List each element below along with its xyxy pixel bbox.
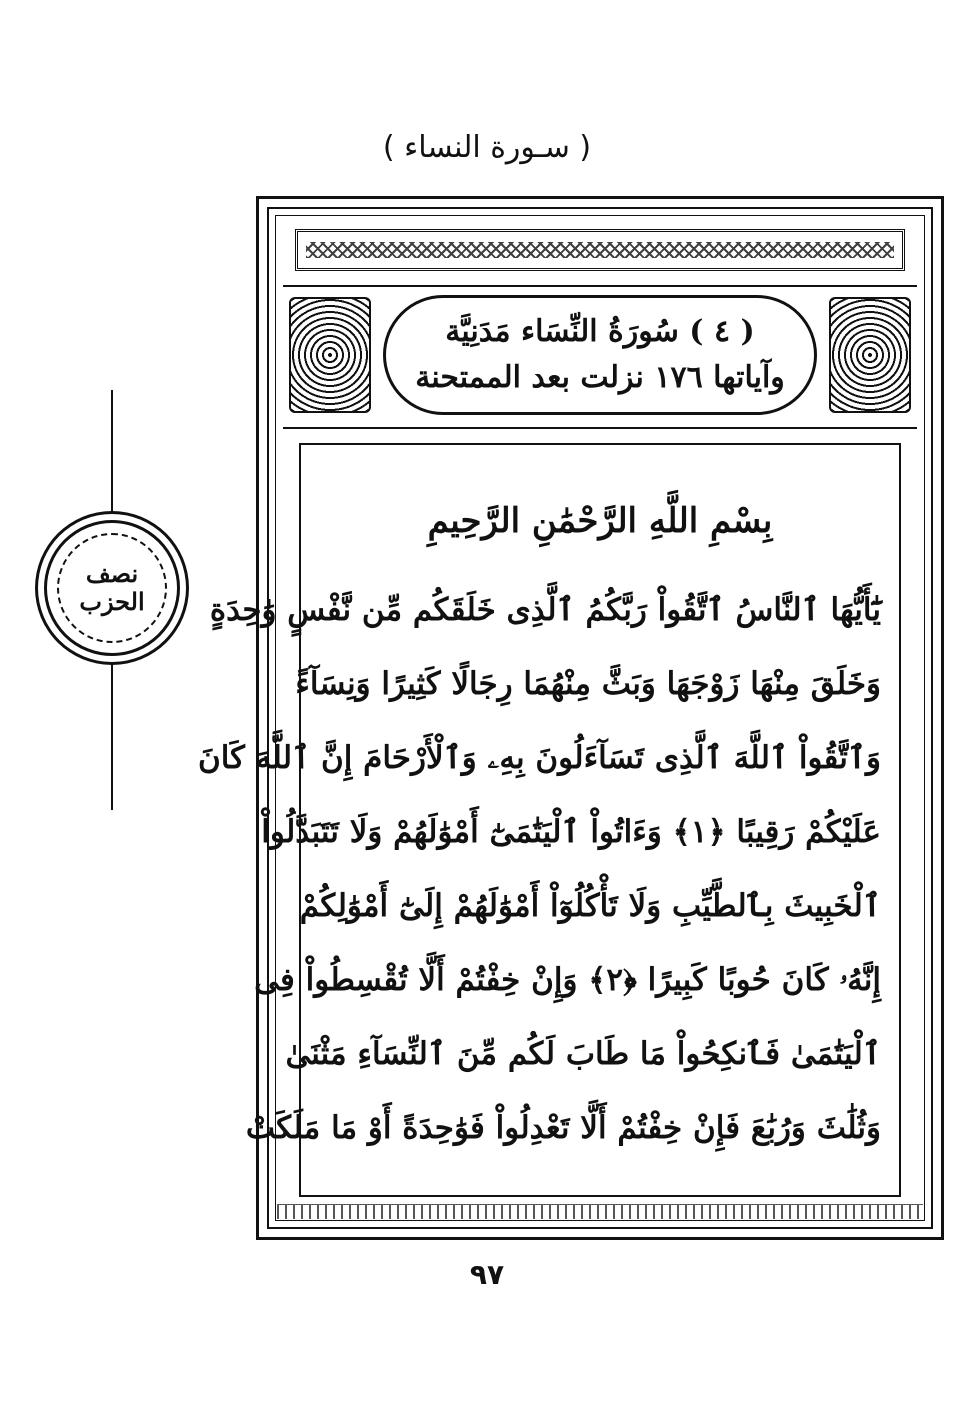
band-pattern [306, 242, 894, 258]
surah-running-title: ( سـورة النساء ) [382, 130, 592, 165]
page-number: ٩٧ [469, 1258, 505, 1291]
decorative-top-band [295, 229, 905, 271]
decorative-bottom-band [277, 1204, 923, 1219]
surah-name: ( ٤ ) سُورَةُ النِّسَاء مَدَنِيَّة [445, 314, 755, 349]
hizb-marker-line1: نصف [85, 559, 139, 588]
verse-line: وَخَلَقَ مِنْهَا زَوْجَهَا وَبَثَّ مِنْهُمَا رِجَالًا كَثِيرًا وَنِسَآءً [295, 666, 881, 702]
right-header-ornament [829, 297, 911, 413]
surah-header [283, 285, 917, 429]
verse-line: وَثُلَٰثَ وَرُبَٰعَ فَإِنْ خِفْتُمْ أَلَّا تَعْدِلُواْ فَوَٰحِدَةً أَوْ مَا مَلَكَتْ [245, 1110, 881, 1146]
verse-line: وَٱتَّقُواْ ٱللَّهَ ٱلَّذِى تَسَآءَلُونَ بِهِۦ وَٱلْأَرْحَامَ إِنَّ ٱللَّهَ كَانَ [197, 740, 881, 776]
hizb-medallion [44, 520, 180, 656]
surah-info: وآياتها ١٧٦ نزلت بعد الممتحنة [415, 360, 785, 395]
verse-line: عَلَيْكُمْ رَقِيبًا ﴿١﴾ وَءَاتُواْ ٱلْيَتَٰمَىٰٓ أَمْوَٰلَهُمْ وَلَا تَتَبَدَّلُواْ [261, 814, 881, 850]
verses-block [197, 573, 881, 1165]
verse-line: يَٰٓأَيُّهَا ٱلنَّاسُ ٱتَّقُواْ رَبَّكُمُ ٱلَّذِى خَلَقَكُم مِّن نَّفْسٍ وَٰحِدَةٍ [209, 592, 881, 628]
hizb-marker-line2: الحزب [79, 587, 145, 616]
page-frame [197, 196, 944, 1240]
text-body [197, 443, 901, 1197]
verse-line: ٱلْيَتَٰمَىٰ فَٱنكِحُواْ مَا طَابَ لَكُم مِّنَ ٱلنِّسَآءِ مَثْنَىٰ [285, 1036, 881, 1072]
verse-line: ٱلْخَبِيثَ بِٱلطَّيِّبِ وَلَا تَأْكُلُوٓاْ أَمْوَٰلَهُمْ إِلَىٰٓ أَمْوَٰلِكُمْ [299, 888, 881, 924]
verse-line: إِنَّهُۥ كَانَ حُوبًا كَبِيرًا ﴿٢﴾ وَإِنْ خِفْتُمْ أَلَّا تُقْسِطُواْ فِى [254, 962, 881, 998]
surah-cartouche [383, 295, 817, 415]
basmala: بِسْمِ اللَّهِ الرَّحْمَٰنِ الرَّحِيمِ [427, 501, 773, 541]
hizb-marker-ornament [42, 390, 182, 810]
left-header-ornament [289, 297, 371, 413]
